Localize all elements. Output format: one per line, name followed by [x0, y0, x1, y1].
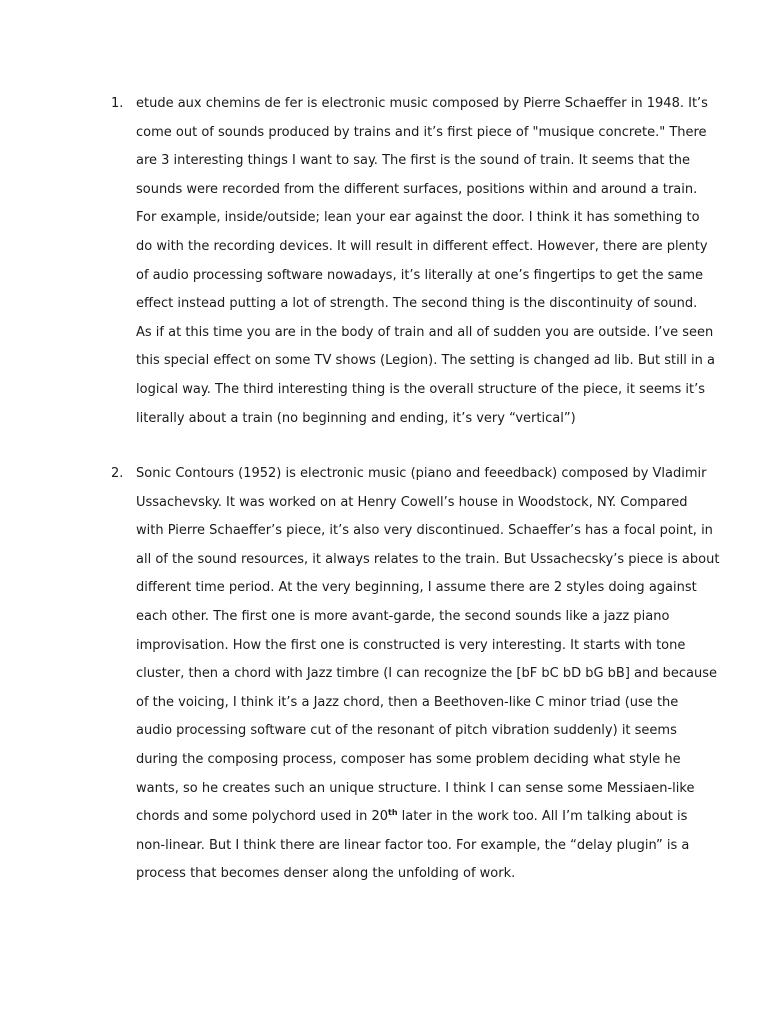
- paragraph-line: process that becomes denser along the unfolding of work.: [136, 866, 516, 882]
- line-text-after: later in the work too. All I’m talking about is: [397, 809, 688, 825]
- paragraph-line: sounds were recorded from the different surfaces, positions within and around a train.: [136, 181, 698, 197]
- paragraph-line: are 3 interesting things I want to say. The first is the sound of train. It seems that the: [136, 153, 690, 169]
- list-number: 2.: [111, 466, 124, 481]
- line-text-before: chords and some polychord used in 20: [136, 809, 388, 825]
- paragraph-line: As if at this time you are in the body of train and all of sudden you are outside. I’ve seen: [136, 324, 714, 340]
- paragraph-line: do with the recording devices. It will result in different effect. However, there are plenty: [136, 239, 708, 254]
- paragraph-line: For example, inside/outside; lean your ear against the door. I think it has something to: [136, 210, 700, 226]
- paragraph-line: Ussachevsky. It was worked on at Henry Cowell’s house in Woodstock, NY. Compared: [136, 494, 688, 510]
- paragraph-line: literally about a train (no beginning and ending, it’s very “vertical”): [136, 410, 576, 426]
- paragraph-line: of audio processing software nowadays, it’s literally at one’s fingertips to get the same: [136, 267, 703, 283]
- paragraph-line-with-superscript: [136, 803, 696, 832]
- paragraph-line: this special effect on some TV shows (Legion). The setting is changed ad lib. But still in a: [136, 353, 715, 369]
- paragraph-line: different time period. At the very beginning, I assume there are 2 styles doing against: [136, 580, 697, 596]
- paragraph-line: all of the sound resources, it always relates to the train. But Ussachecsky’s piece is about: [136, 551, 720, 567]
- paragraph-line: improvisation. How the first one is constructed is very interesting. It starts with tone: [136, 637, 686, 653]
- paragraph-line: Sonic Contours (1952) is electronic music (piano and feeedback) composed by Vladimir: [136, 466, 707, 481]
- paragraph-line: with Pierre Schaeffer’s piece, it’s also very discontinued. Schaeffer’s has a focal point, in: [136, 523, 713, 539]
- paragraph-line: non-linear. But I think there are linear factor too. For example, the “delay plugin” is a: [136, 837, 690, 853]
- paragraph-line: wants, so he creates such an unique structure. I think I can sense some Messiaen-like: [136, 780, 695, 796]
- paragraph-line: during the composing process, composer has some problem deciding what style he: [136, 752, 681, 767]
- paragraph-line: each other. The first one is more avant-garde, the second sounds like a jazz piano: [136, 609, 670, 624]
- paragraph-line: effect instead putting a lot of strength. The second thing is the discontinuity of sound.: [136, 296, 698, 312]
- paragraph-line: audio processing software cut of the resonant of pitch vibration suddenly) it seems: [136, 723, 677, 739]
- paragraph-line: of the voicing, I think it’s a Jazz chord, then a Beethoven-like C minor triad (use the: [136, 694, 679, 710]
- paragraph-line: etude aux chemins de fer is electronic music composed by Pierre Schaeffer in 1948. It’s: [136, 96, 708, 111]
- list-number: 1.: [111, 96, 124, 111]
- paragraph-line: cluster, then a chord with Jazz timbre (I can recognize the [bF bC bD bG bB] and because: [136, 666, 718, 682]
- paragraph-line: come out of sounds produced by trains and it’s first piece of "musique concrete." There: [136, 124, 707, 140]
- ordinal-superscript: th: [388, 808, 398, 818]
- paragraph-line: logical way. The third interesting thing is the overall structure of the piece, it seems it’s: [136, 382, 706, 397]
